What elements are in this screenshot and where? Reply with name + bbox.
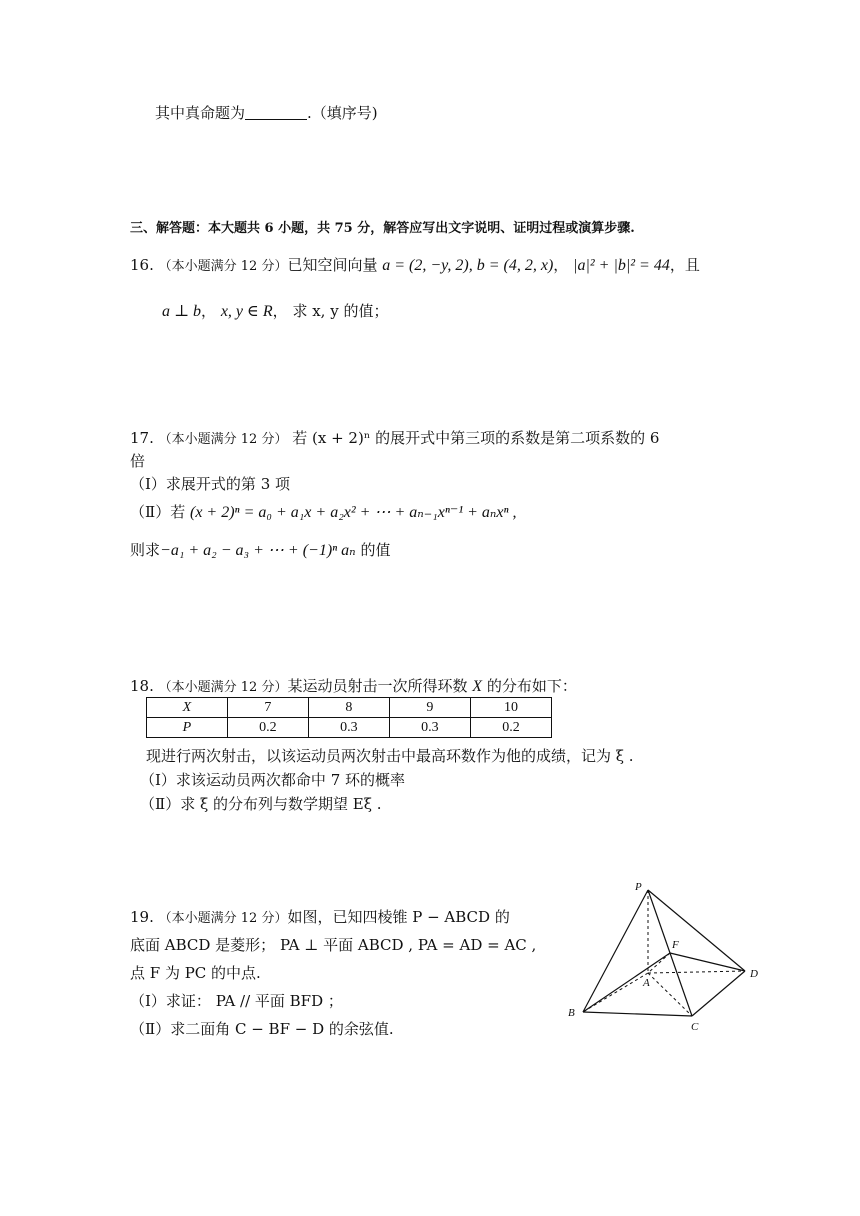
q17-expansion-eq: (x + 2)ⁿ = a₀ + a₁x + a₂x² + ⋯ + aₙ₋₁xⁿ⁻¹ + aₙxⁿ ,	[189, 504, 517, 521]
x-value: 10	[470, 698, 551, 718]
q19-line3: 点 F 为 PC 的中点.	[130, 964, 261, 982]
q17-part2b-label: 则求	[130, 541, 161, 559]
q19-text1: 如图，已知四棱锥 P − ABCD 的	[287, 908, 510, 926]
q16-line1: 16. （本小题满分 12 分）已知空间向量 a = (2, −y, 2), b = (4, 2, x)， |a|² + |b|² = 44，且	[130, 256, 700, 274]
edge-AD	[648, 971, 745, 973]
q17-part2b	[130, 540, 390, 561]
edge-CD	[692, 971, 745, 1016]
x-value: 8	[308, 698, 389, 718]
x-value: 7	[227, 698, 308, 718]
q18-score: （本小题满分 12 分）	[158, 680, 288, 695]
row-x-label: X	[147, 698, 228, 718]
q17-part2-label: （Ⅱ）若	[130, 503, 186, 521]
q17-line1b: 倍	[130, 452, 146, 470]
q16-norm-eq: |a|² + |b|² = 44	[573, 257, 670, 274]
edge-FA	[648, 953, 670, 973]
answer-blank	[245, 105, 307, 120]
pyramid-figure	[565, 878, 775, 1038]
edge-BF	[583, 953, 670, 1012]
edge-BC	[583, 1012, 692, 1016]
q18-text-tail: 的分布如下：	[486, 677, 577, 695]
q16-perp: a ⊥ b	[162, 303, 202, 320]
q15-text: 其中真命题为	[155, 104, 246, 122]
q19-score: （本小题满分 12 分）	[158, 911, 288, 926]
q15-tail: .（填序号)	[307, 104, 378, 122]
q18-text2: 现进行两次射击，以该运动员两次射击中最高环数作为他的成绩，记为 ξ .	[146, 747, 634, 765]
label-B: B	[568, 1007, 575, 1019]
q17-line1	[130, 428, 659, 450]
q16-text: 已知空间向量	[287, 256, 378, 274]
q18-part2: （Ⅱ）求 ξ 的分布列与数学期望 Eξ .	[140, 795, 382, 813]
q16-score: （本小题满分 12 分）	[158, 259, 288, 274]
q19-line1	[130, 907, 510, 929]
edge-PB	[583, 890, 648, 1012]
table-row	[147, 718, 552, 738]
q17-part2b-tail: 的值	[360, 541, 391, 559]
label-C: C	[691, 1021, 699, 1033]
q17-part2	[130, 502, 517, 523]
label-A: A	[643, 977, 650, 989]
q17-score: （本小题满分 12 分）	[158, 432, 288, 447]
q16-ask: 求 x, y 的值；	[292, 302, 389, 320]
p-value: 0.2	[470, 718, 551, 738]
q16-domain: x, y ∈ R	[220, 303, 273, 320]
q18-text: 某运动员射击一次所得环数	[287, 677, 468, 695]
row-p-label: P	[147, 718, 228, 738]
table-row	[147, 698, 552, 718]
q16-line2: a ⊥ b， x, y ∈ R， 求 x, y 的值；	[162, 302, 389, 320]
q17-text: 若 (x + 2)ⁿ 的展开式中第三项的系数是第二项系数的 6	[292, 429, 660, 447]
p-value: 0.3	[389, 718, 470, 738]
section-3-title: 三、解答题：本大题共 6 小题，共 75 分，解答应写出文字说明、证明过程或演算步骤.	[130, 221, 635, 236]
q17-sum-eq: −a₁ + a₂ − a₃ + ⋯ + (−1)ⁿ aₙ	[160, 542, 356, 559]
q19-number: 19.	[130, 908, 154, 926]
q18-var: X	[472, 678, 483, 695]
q19-part2: （Ⅱ）求二面角 C − BF − D 的余弦值.	[130, 1020, 394, 1038]
q18-number: 18.	[130, 677, 154, 695]
label-P: P	[635, 881, 642, 893]
q17-part1: （Ⅰ）求展开式的第 3 项	[130, 475, 291, 493]
q17-number: 17.	[130, 429, 154, 447]
q18-part1: （Ⅰ）求该运动员两次都命中 7 环的概率	[140, 771, 406, 789]
q19-line2: 底面 ABCD 是菱形； PA ⊥ 平面 ABCD , PA = AD = AC ,	[130, 936, 537, 954]
label-F: F	[672, 939, 679, 951]
q18-line1	[130, 676, 577, 698]
edge-AC	[648, 973, 692, 1016]
q15-answer-line	[155, 103, 378, 123]
distribution-table	[146, 697, 552, 738]
p-value: 0.3	[308, 718, 389, 738]
q16-number: 16.	[130, 256, 154, 274]
p-value: 0.2	[227, 718, 308, 738]
x-value: 9	[389, 698, 470, 718]
q16-and: ，且	[669, 256, 700, 274]
q16-vector-eq: a = (2, −y, 2), b = (4, 2, x)	[382, 257, 554, 274]
q19-part1: （Ⅰ）求证： PA // 平面 BFD ；	[130, 992, 343, 1010]
label-D: D	[750, 968, 758, 980]
